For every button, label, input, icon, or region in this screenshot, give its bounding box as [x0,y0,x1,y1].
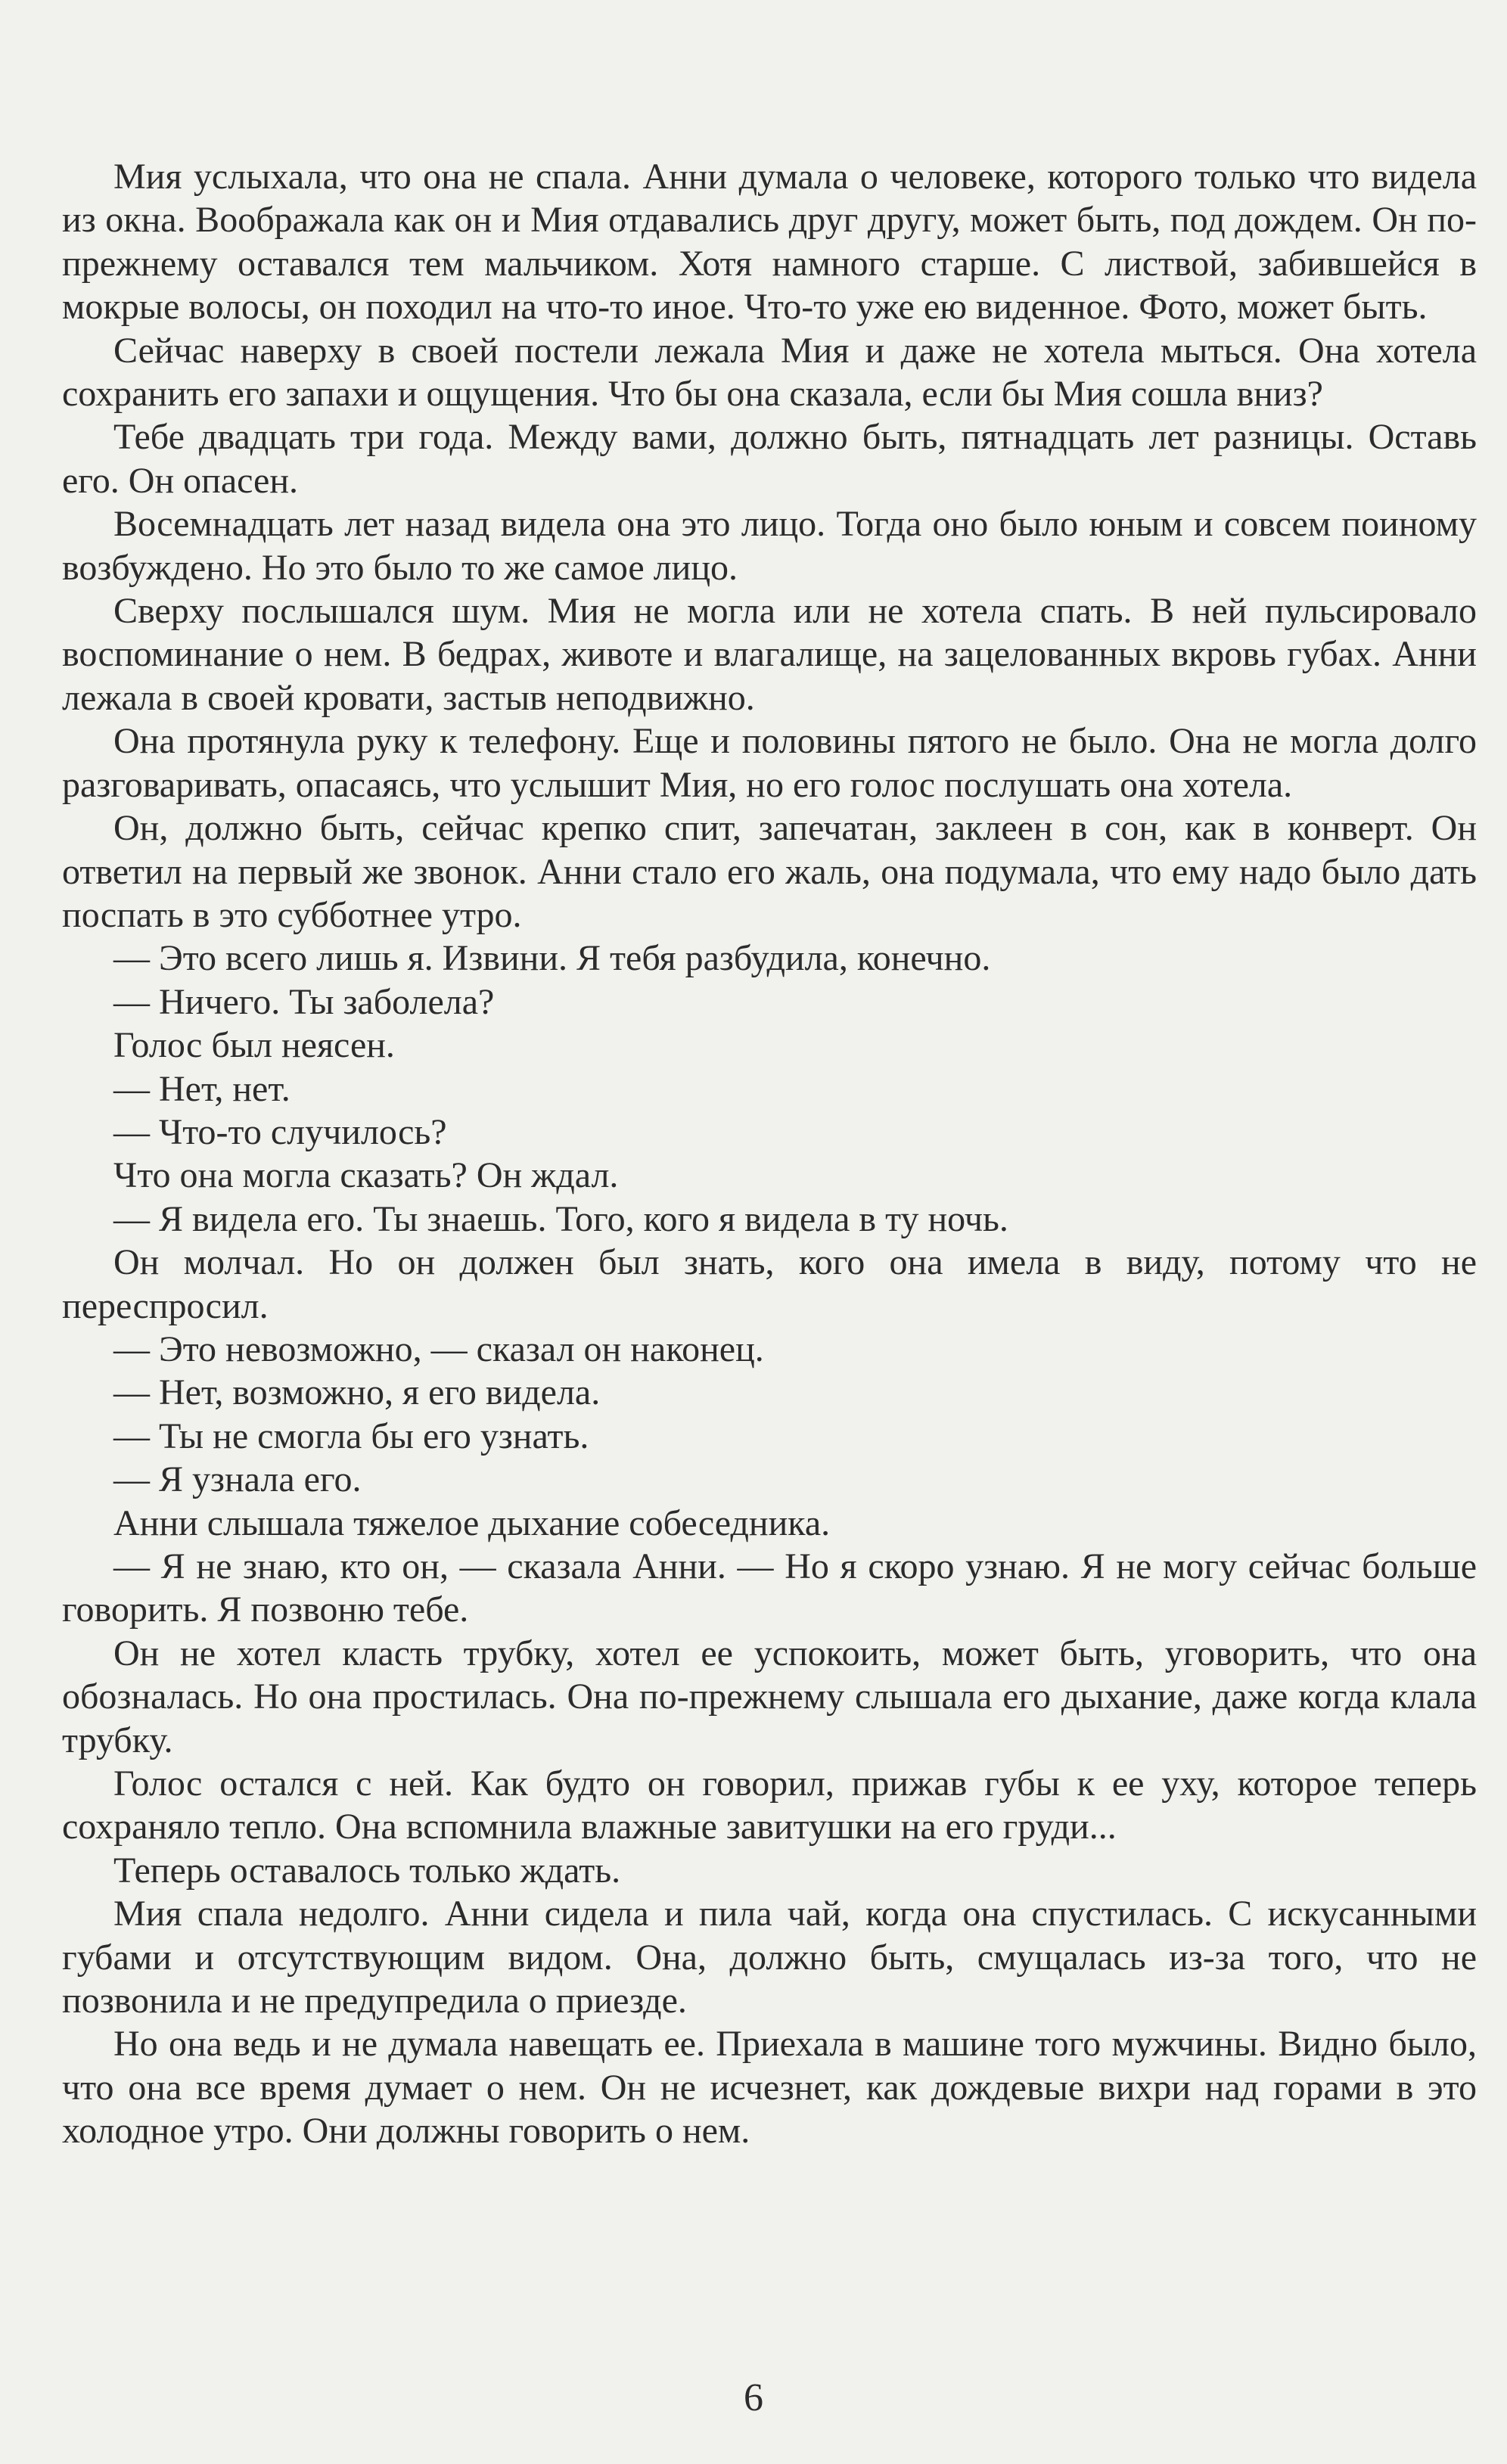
dialogue-line: — Что-то случилось? [113,1111,447,1152]
paragraph: Что она могла сказать? Он ждал. [113,1155,619,1196]
paragraph: Но она ведь и не думала навещать ее. Приехала в машине того мужчины. Видно было, что она все время думает о нем. Он не исчезнет, как дождевые вихри над горами в это холодное утро. Они должны говорить о нем. [62,2024,1477,2152]
dialogue-line: — Я видела его. Ты знаешь. Того, кого я видела в ту ночь. [113,1198,1008,1239]
paragraph: Тебе двадцать три года. Между вами, должно быть, пятнадцать лет разницы. Оставь его. Он опасен. [62,417,1477,501]
paragraph: Сверху послышался шум. Мия не могла или не хотела спать. В ней пульсировало воспоминание о нем. В бедрах, животе и влагалище, на зацелованных вкровь губах. Анни лежала в своей кровати, застыв неподвижно. [62,591,1477,718]
page-body-text [62,155,1477,2153]
paragraph: Теперь оставалось только ждать. [113,1850,621,1891]
page-number: 6 [744,2376,763,2419]
paragraph: Мия спала недолго. Анни сидела и пила чай, когда она спустилась. С искусанными губами и отсутствующим видом. Она, должно быть, смущалась из-за того, что не позвонила и не предупредила о приезде. [62,1894,1477,2021]
dialogue-line: — Это всего лишь я. Извини. Я тебя разбудила, конечно. [113,938,991,979]
paragraph: Он, должно быть, сейчас крепко спит, запечатан, заклеен в сон, как в конверт. Он ответил на первый же звонок. Анни стало его жаль, она подумала, что ему надо было дать поспать в это субботнее утро. [62,808,1477,935]
dialogue-line: — Я узнала его. [113,1459,362,1500]
paragraph: Восемнадцать лет назад видела она это лицо. Тогда оно было юным и совсем поиному возбуждено. Но это было то же самое лицо. [62,504,1477,588]
paragraph: Она протянула руку к телефону. Еще и половины пятого не было. Она не могла долго разговаривать, опасаясь, что услышит Мия, но его голос послушать она хотела. [62,721,1477,805]
paragraph: Анни слышала тяжелое дыхание собеседника. [113,1502,831,1543]
paragraph: Мия услыхала, что она не спала. Анни думала о человеке, которого только что видела из окна. Воображала как он и Мия отдавались друг другу, может быть, под дождем. Он по-прежнему оставался тем мальчиком. Хотя намного старше. С листвой, забившейся в мокрые волосы, он походил на что-то иное. Что-то уже ею виденное. Фото, может быть. [62,157,1477,328]
paragraph: Он не хотел класть трубку, хотел ее успокоить, может быть, уговорить, что она обозналась. Но она простилась. Она по-прежнему слышала его дыхание, даже когда клала трубку. [62,1633,1477,1760]
paragraph: Голос остался с ней. Как будто он говорил, прижав губы к ее уху, которое теперь сохраняло тепло. Она вспомнила влажные завитушки на его груди... [62,1763,1477,1847]
dialogue-line: — Это невозможно, — сказал он наконец. [113,1328,764,1369]
dialogue-line: — Нет, нет. [113,1068,291,1109]
dialogue-line: — Ничего. Ты заболела? [113,981,495,1022]
dialogue-line: — Нет, возможно, я его видела. [113,1372,601,1413]
paragraph: Голос был неясен. [113,1025,395,1066]
dialogue-line: — Ты не смогла бы его узнать. [113,1415,589,1456]
paragraph: Он молчал. Но он должен был знать, кого она имела в виду, потому что не переспросил. [62,1242,1477,1326]
dialogue-line: — Я не знаю, кто он, — сказала Анни. — Но я скоро узнаю. Я не могу сейчас больше говорить. Я позвоню тебе. [62,1546,1477,1630]
paragraph: Сейчас наверху в своей постели лежала Мия и даже не хотела мыться. Она хотела сохранить его запахи и ощущения. Что бы она сказала, если бы Мия сошла вниз? [62,330,1477,415]
